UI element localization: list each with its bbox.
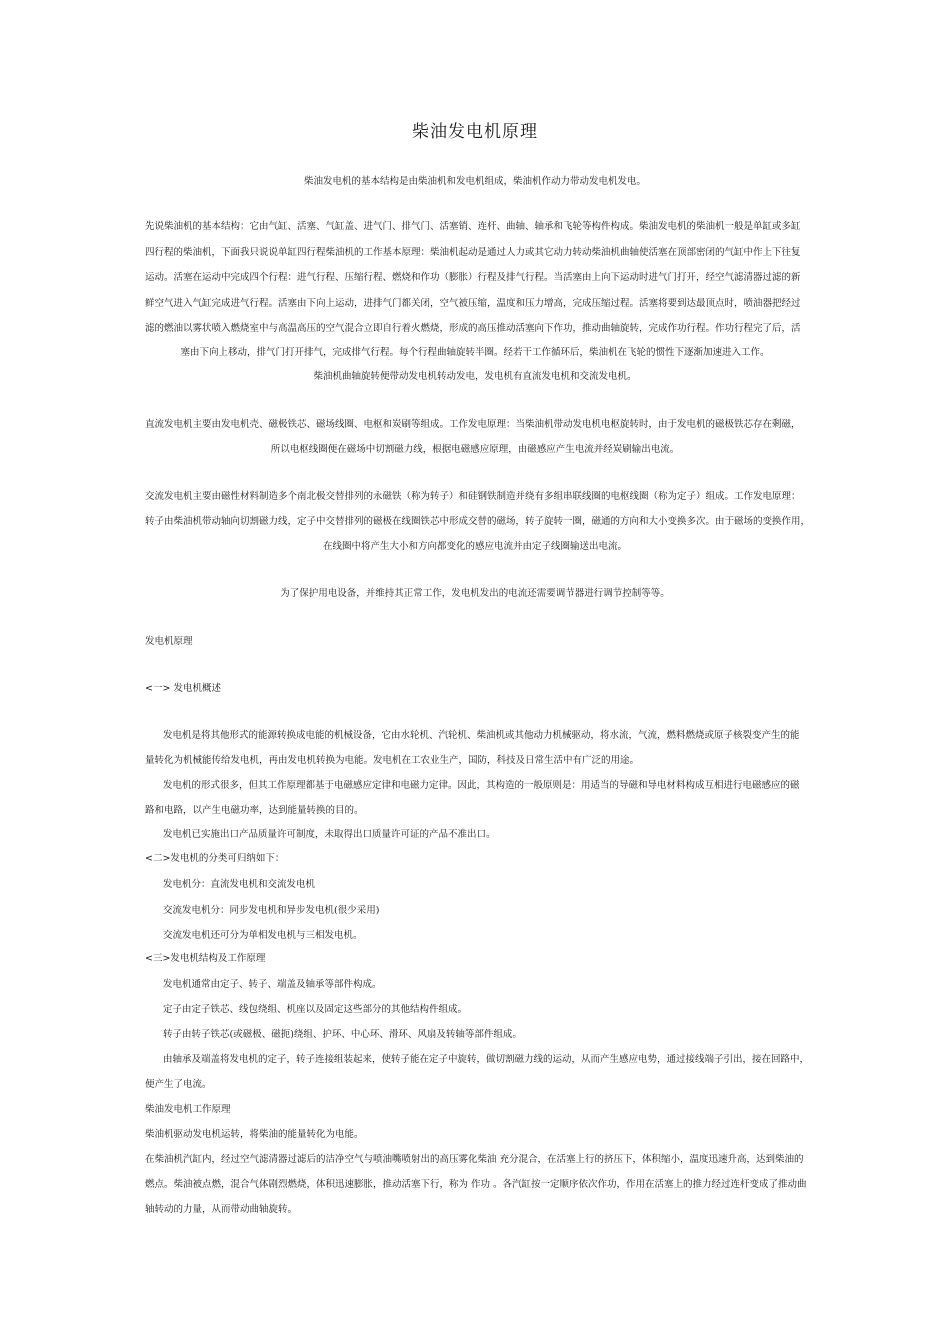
overview-paragraph-line: 量转化为机械能传给发电机，再由发电机转换为电能。发电机在工农业生产，国防，科技及日常生活中有广泛的用途。 — [145, 755, 640, 766]
working-paragraph-line: 轴转动的力量，从而带动曲轴旋转。 — [145, 1204, 298, 1215]
overview-paragraph-line: 发电机已实施出口产品质量许可制度，未取得出口质量许可证的产品不准出口。 — [163, 829, 496, 840]
working-heading: 柴油发电机工作原理 — [145, 1104, 231, 1115]
dc-generator-line: 所以电枢线圈便在磁场中切割磁力线，根据电磁感应原理，由磁感应产生电流并经炭刷输出电流。 — [270, 444, 680, 455]
structure-heading: <三>发电机结构及工作原理 — [145, 953, 266, 964]
classification-item: 发电机分：直流发电机和交流发电机 — [163, 879, 316, 890]
ac-generator-line: 交流发电机主要由磁性材料制造多个南北极交替排列的永磁铁（称为转子）和硅钢铁制造并绕有多组串联线圈的电枢线圈（称为定子）组成。工作发电原理： — [145, 491, 801, 502]
overview-heading: <一> 发电机概述 — [145, 683, 221, 694]
structure-item: 转子由转子铁芯(或磁极、磁扼)绕组、护环、中心环、滑环、风扇及转轴等部件组成。 — [163, 1029, 522, 1040]
intro-line: 柴油发电机的基本结构是由柴油机和发电机组成，柴油机作动力带动发电机发电。 — [303, 176, 646, 187]
overview-paragraph-line: 发电机的形式很多，但其工作原理都基于电磁感应定律和电磁力定律。因此，其构造的一般原则是：用适当的导磁和导电材料构成互相进行电磁感应的磁 — [163, 780, 800, 791]
working-paragraph-line: 在柴油机汽缸内，经过空气滤清器过滤后的洁净空气与喷油嘴喷射出的高压雾化柴油 充分混合，在活塞上行的挤压下，体积缩小，温度迅速升高，达到柴油的 — [145, 1154, 804, 1165]
engine-paragraph-line: 塞由下向上移动，排气门打开排气，完成排气行程。每个行程曲轴旋转半圈。经若干工作循环后，柴油机在飞轮的惯性下逐渐加速进入工作。 — [180, 347, 770, 358]
overview-paragraph-line: 路和电路，以产生电磁功率，达到能量转换的目的。 — [145, 805, 364, 816]
structure-item: 发电机通常由定子、转子、端盖及轴承等部件构成。 — [163, 979, 382, 990]
structure-item: 定子由定子铁芯、线包绕组、机座以及固定这些部分的其他结构件组成。 — [163, 1004, 468, 1015]
dc-generator-line: 直流发电机主要由发电机壳、磁极铁芯、磁场线圈、电枢和炭刷等组成。工作发电原理：当柴油机带动发电机电枢旋转时，由于发电机的磁极铁芯存在剩磁， — [145, 419, 801, 430]
page-title: 柴油发电机原理 — [412, 122, 538, 142]
regulator-line: 为了保护用电设备，并维持其正常工作，发电机发出的电流还需要调节器进行调节控制等等。 — [280, 588, 670, 599]
overview-paragraph-line: 发电机是将其他形式的能源转换成电能的机械设备，它由水轮机、汽轮机、柴油机或其他动力机械驱动，将水流，气流，燃料燃烧或原子核裂变产生的能 — [163, 730, 800, 741]
engine-paragraph-line: 先说柴油机的基本结构：它由气缸、活塞、气缸盖、进气门、排气门、活塞销、连杆、曲轴、轴承和飞轮等构件构成。柴油发电机的柴油机一般是单缸或多缸 — [145, 221, 801, 232]
working-line: 柴油机驱动发电机运转，将柴油的能量转化为电能。 — [145, 1129, 364, 1140]
section-heading: 发电机原理 — [145, 636, 193, 647]
classification-item: 交流发电机还可分为单相发电机与三相发电机。 — [163, 930, 363, 941]
engine-drive-line: 柴油机曲轴旋转便带动发电机转动发电，发电机有直流发电机和交流发电机。 — [313, 371, 637, 382]
ac-generator-line: 在线圈中将产生大小和方向都变化的感应电流并由定子线圈输送出电流。 — [322, 541, 627, 552]
engine-paragraph-line: 滤的燃油以雾状喷入燃烧室中与高温高压的空气混合立即自行着火燃烧，形成的高压推动活塞向下作功，推动曲轴旋转，完成作功行程。作功行程完了后，活 — [145, 323, 801, 334]
engine-paragraph-line: 运动。活塞在运动中完成四个行程：进气行程、压缩行程、燃烧和作功（膨胀）行程及排气行程。当活塞由上向下运动时进气门打开，经空气滤清器过滤的新 — [145, 272, 801, 283]
ac-generator-line: 转子由柴油机带动轴向切割磁力线，定子中交替排列的磁极在线圈铁芯中形成交替的磁场，转子旋转一圈，磁通的方向和大小变换多次。由于磁场的变换作用， — [145, 516, 811, 527]
working-paragraph-line: 燃点。柴油被点燃，混合气体剧烈燃烧，体积迅速膨胀，推动活塞下行，称为 作功 。各汽缸按一定顺序依次作功，作用在活塞上的推力经过连杆变成了推动曲 — [145, 1179, 807, 1190]
engine-paragraph-line: 鲜空气进入气缸完成进气行程。活塞由下向上运动，进排气门都关闭，空气被压缩，温度和压力增高，完成压缩过程。活塞将要到达最顶点时，喷油器把经过 — [145, 298, 801, 309]
classification-item: 交流发电机分：同步发电机和异步发电机(很少采用) — [163, 905, 380, 916]
engine-paragraph-line: 四行程的柴油机，下面我只说说单缸四行程柴油机的工作基本原理：柴油机起动是通过人力或其它动力转动柴油机曲轴使活塞在顶部密闭的气缸中作上下往复 — [145, 247, 801, 258]
classification-heading: <二>发电机的分类可归纳如下： — [145, 853, 285, 864]
structure-paragraph-line: 由轴承及端盖将发电机的定子，转子连接组装起来，使转子能在定子中旋转，做切割磁力线的运动，从而产生感应电势，通过接线端子引出，接在回路中， — [163, 1054, 810, 1065]
structure-paragraph-line: 便产生了电流。 — [145, 1079, 212, 1090]
